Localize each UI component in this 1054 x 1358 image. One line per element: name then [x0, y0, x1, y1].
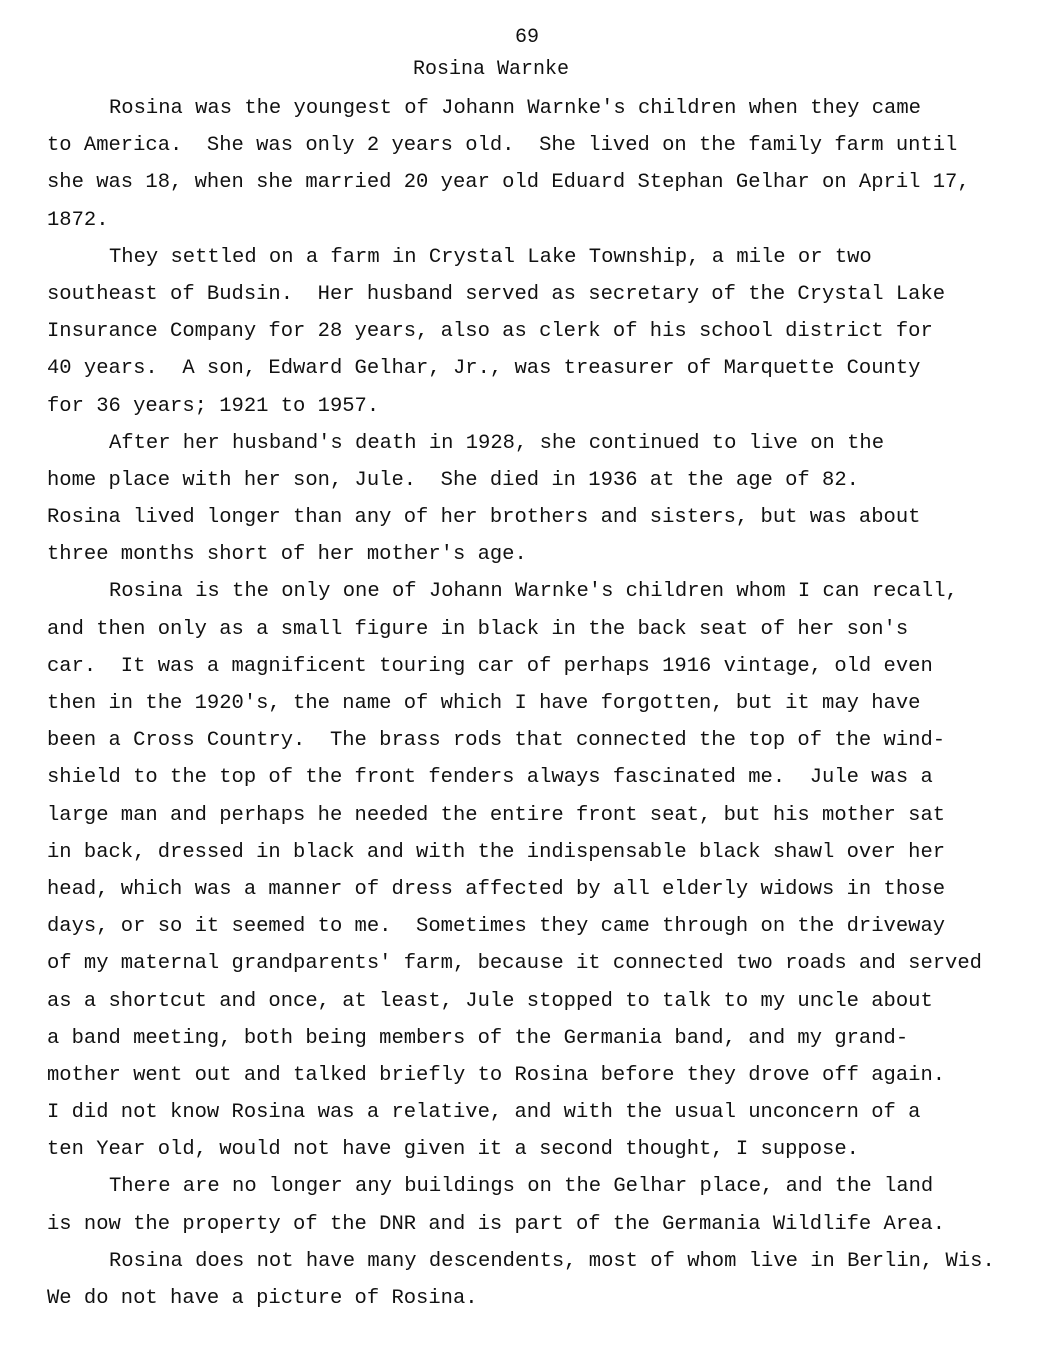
text-line: I did not know Rosina was a relative, and with the usual unconcern of a	[47, 1101, 921, 1125]
text-line: then in the 1920's, the name of which I have forgotten, but it may have	[47, 692, 921, 715]
text-line: and then only as a small figure in black in the back seat of her son's	[47, 617, 909, 641]
text-line: as a shortcut and once, at least, Jule stopped to talk to my uncle about	[47, 989, 933, 1013]
text-line: car. It was a magnificent touring car of perhaps 1916 vintage, old even	[47, 654, 933, 678]
paragraph	[47, 1243, 1037, 1317]
text-line: large man and perhaps he needed the entire front seat, but his mother sat	[47, 803, 946, 827]
text-line: is now the property of the DNR and is part of the Germania Wildlife Area.	[47, 1212, 946, 1236]
paragraph	[47, 90, 1037, 239]
text-line: They settled on a farm in Crystal Lake Township, a mile or two	[109, 245, 872, 269]
document-body	[47, 90, 1037, 1317]
text-line: 40 years. A son, Edward Gelhar, Jr., was treasurer of Marquette County	[47, 357, 921, 381]
text-line: home place with her son, Jule. She died in 1936 at the age of 82.	[47, 468, 859, 492]
text-line: southeast of Budsin. Her husband served as secretary of the Crystal Lake	[47, 282, 946, 306]
text-line: days, or so it seemed to me. Sometimes they came through on the driveway	[47, 915, 946, 939]
text-line: head, which was a manner of dress affected by all elderly widows in those	[47, 877, 946, 901]
text-line: she was 18, when she married 20 year old Eduard Stephan Gelhar on April 17,	[47, 171, 970, 195]
text-line: ten Year old, would not have given it a second thought, I suppose.	[47, 1138, 859, 1162]
text-line: Rosina was the youngest of Johann Warnke's children when they came	[109, 97, 921, 120]
text-line: shield to the top of the front fenders always fascinated me. Jule was a	[47, 766, 933, 790]
text-line: in back, dressed in black and with the indispensable black shawl over her	[47, 840, 946, 864]
paragraph	[47, 425, 1037, 574]
text-line: After her husband's death in 1928, she continued to live on the	[109, 431, 885, 455]
page-title: Rosina Warnke	[412, 58, 570, 81]
text-line: of my maternal grandparents' farm, because it connected two roads and served	[47, 952, 982, 976]
text-line: We do not have a picture of Rosina.	[47, 1287, 478, 1310]
text-line: Rosina lived longer than any of her brothers and sisters, but was about	[47, 506, 921, 530]
text-line: a band meeting, both being members of the Germania band, and my grand-	[47, 1026, 909, 1050]
text-line: Insurance Company for 28 years, also as clerk of his school district for	[47, 320, 933, 344]
paragraph	[47, 1168, 1037, 1242]
text-line: 1872.	[47, 208, 109, 232]
text-line: three months short of her mother's age.	[47, 543, 527, 567]
text-line: to America. She was only 2 years old. She lived on the family farm until	[47, 134, 958, 158]
text-line: for 36 years; 1921 to 1957.	[47, 394, 380, 418]
text-line: Rosina is the only one of Johann Warnke's children whom I can recall,	[109, 580, 958, 604]
paragraph	[47, 573, 1037, 1168]
text-line: Rosina does not have many descendents, most of whom live in Berlin, Wis.	[109, 1249, 995, 1273]
text-line: been a Cross Country. The brass rods that connected the top of the wind-	[47, 729, 946, 753]
text-line: mother went out and talked briefly to Rosina before they drove off again.	[47, 1063, 946, 1087]
paragraph	[47, 239, 1037, 425]
page-number: 69	[514, 26, 539, 49]
text-line: There are no longer any buildings on the Gelhar place, and the land	[109, 1175, 934, 1199]
